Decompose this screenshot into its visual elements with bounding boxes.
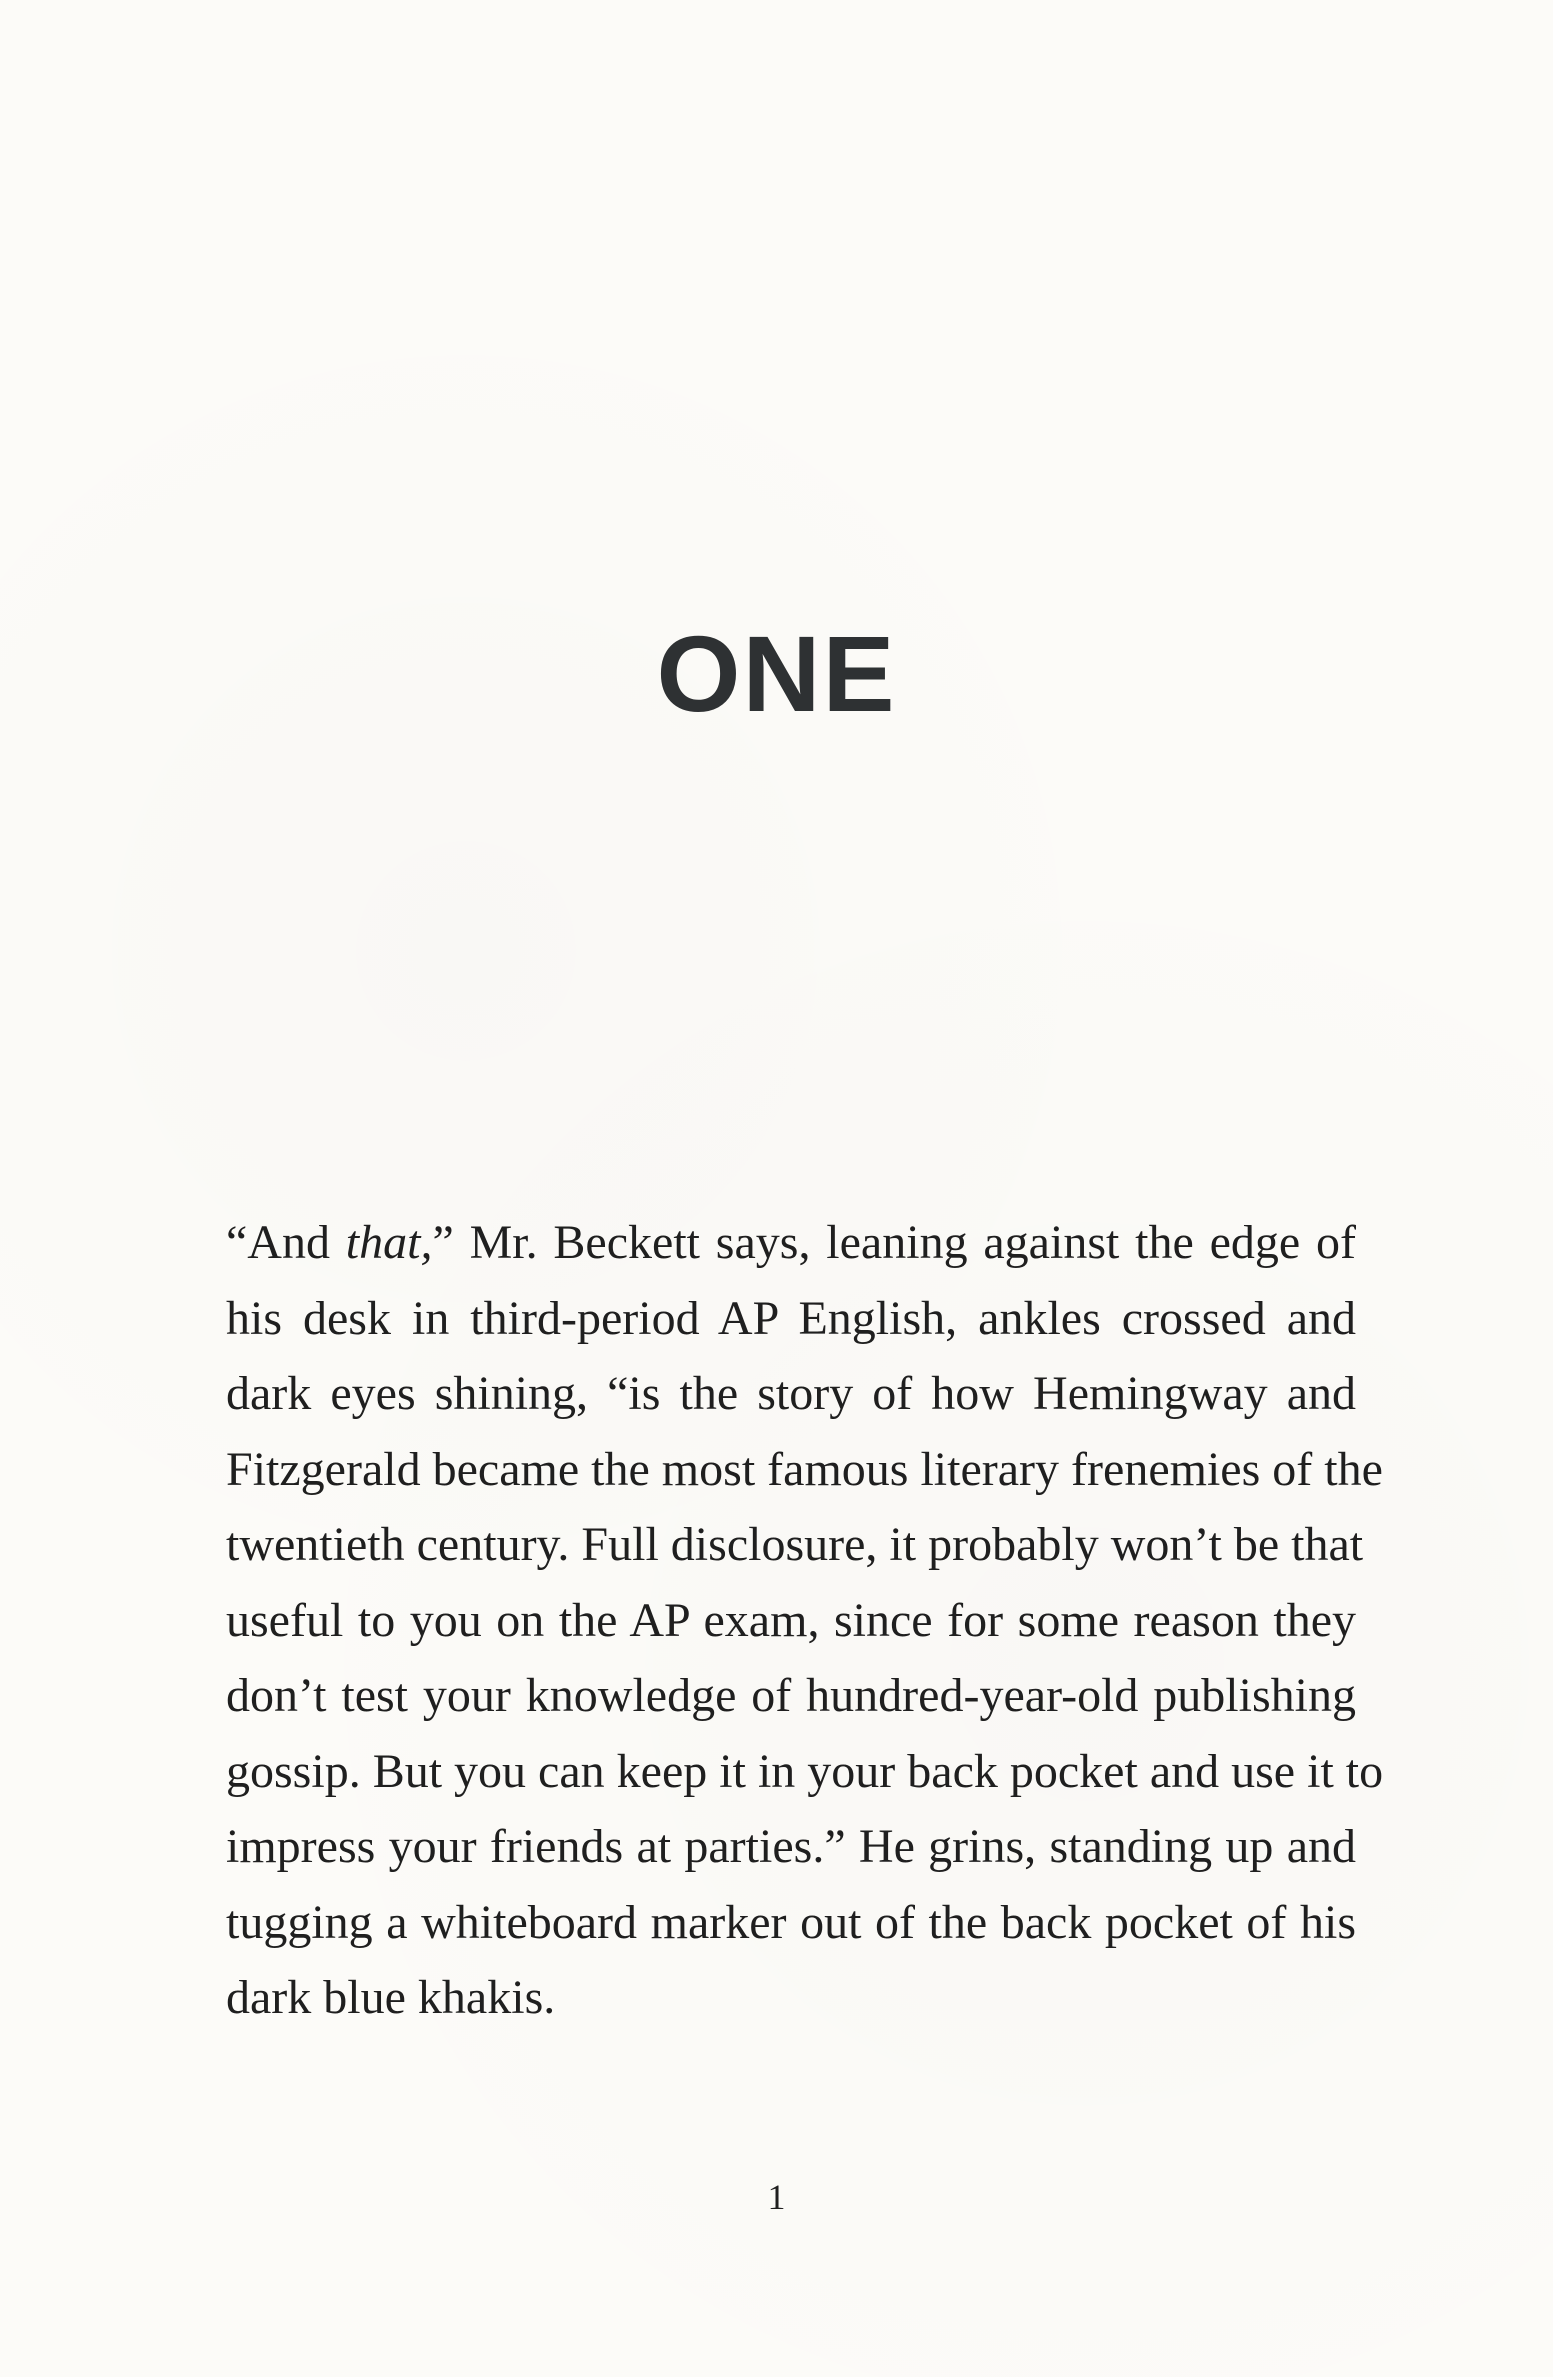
- paragraph-line: his desk in third-period AP English, ankles crossed and: [226, 1291, 1356, 1345]
- paragraph-line: tugging a whiteboard marker out of the back pocket of his: [226, 1895, 1356, 1949]
- paragraph-line: dark eyes shining, “is the story of how Hemingway and: [226, 1367, 1356, 1420]
- line-text: “And: [226, 1216, 346, 1269]
- paragraph-line: don’t test your knowledge of hundred-year-old publishing: [226, 1669, 1356, 1722]
- paragraph-line: twentieth century. Full disclosure, it probably won’t be that: [226, 1518, 1364, 1571]
- italic-text: that,: [345, 1216, 433, 1269]
- chapter-title: ONE: [656, 613, 897, 734]
- paragraph-line: impress your friends at parties.” He grins, standing up and: [226, 1820, 1356, 1873]
- page-number: 1: [767, 2177, 786, 2217]
- paragraph-line: dark blue khakis.: [226, 1971, 556, 2024]
- paragraph-line: Fitzgerald became the most famous literary frenemies of the: [226, 1442, 1383, 1496]
- paragraph-line: gossip. But you can keep it in your back pocket and use it to: [226, 1744, 1384, 1798]
- paragraph-line: useful to you on the AP exam, since for some reason they: [226, 1593, 1356, 1647]
- line-text: ” Mr. Beckett says, leaning against the edge of: [432, 1216, 1357, 1269]
- chapter-body-paragraph: [226, 1205, 1384, 2036]
- paragraph-line: [226, 1205, 1356, 1281]
